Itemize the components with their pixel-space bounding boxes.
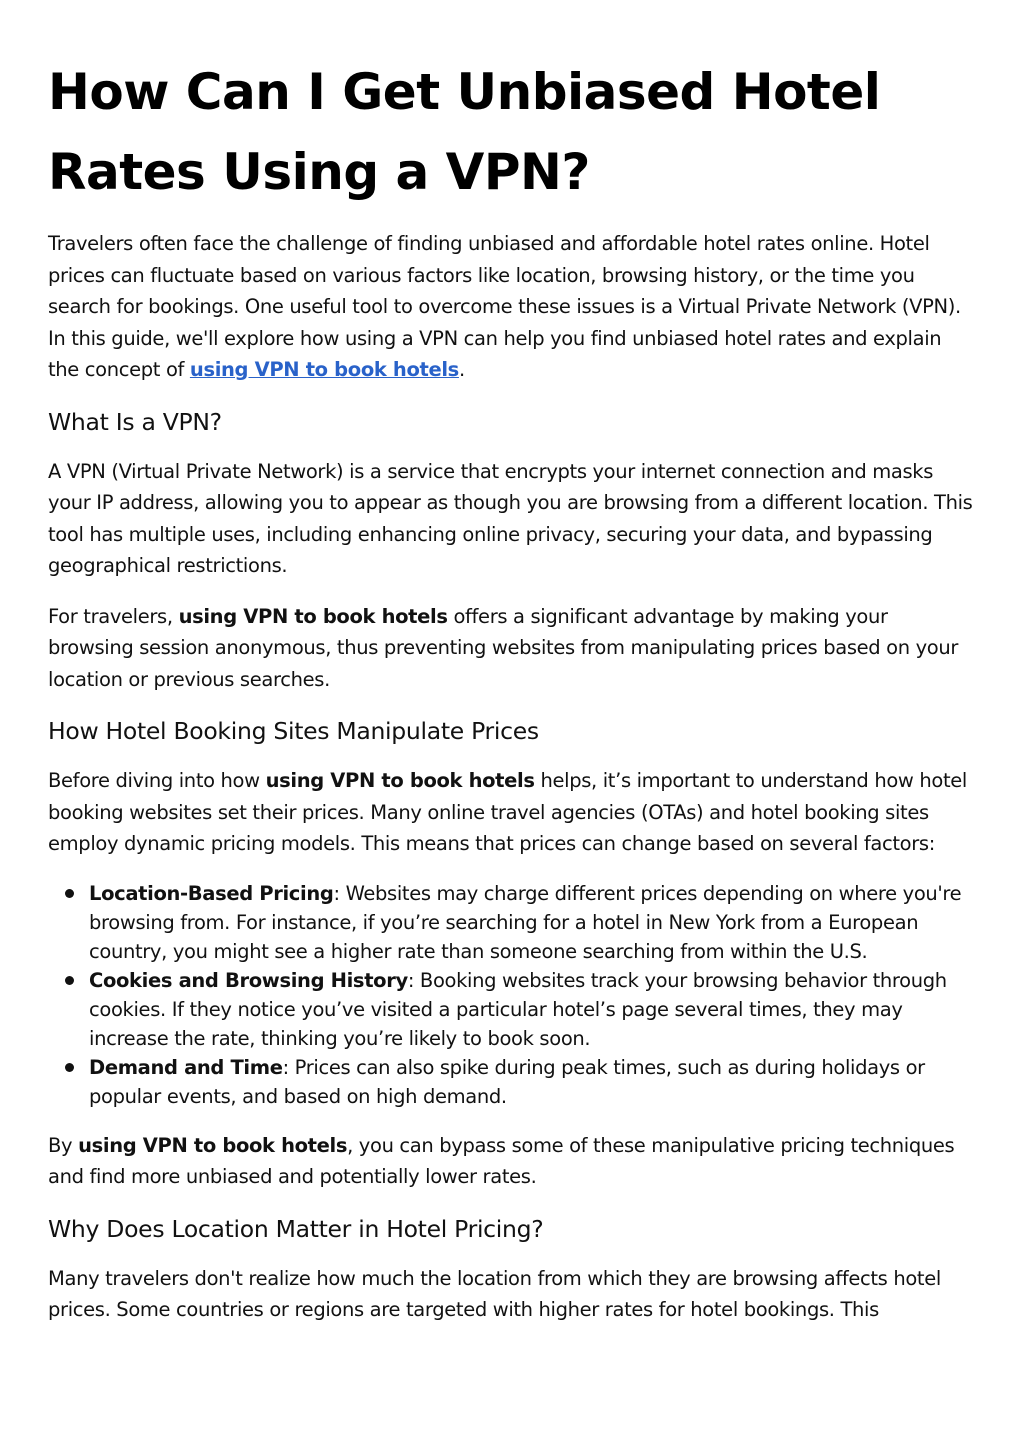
bullet-icon — [65, 889, 74, 898]
heading-location-matters: Why Does Location Matter in Hotel Pricing? — [48, 1214, 544, 1243]
bullet-icon — [65, 976, 74, 985]
list-item-term: Cookies and Browsing History — [89, 968, 408, 992]
paragraph-text: For travelers, — [48, 604, 179, 628]
list-item-text: : Booking websites track your browsing behavior through cookies. If they notice you’ve visited a particular hotel’s page several times, they may increase the rate, thinking you’re likely to book soon. — [89, 968, 947, 1050]
list-item-text: : Websites may charge different prices depending on where you're browsing from. For instance, if you’re searching for a hotel in New York from a European country, you might see a higher rate than someone searching from within the U.S. — [89, 881, 962, 963]
location-paragraph-1: Many travelers don't realize how much the location from which they are browsing affects hotel prices. Some countries or regions are targeted with higher rates for hotel bookings. This — [48, 1266, 941, 1321]
paragraph-text: By — [48, 1133, 79, 1157]
list-item-text: : Prices can also spike during peak times, such as during holidays or popular events, and based on high demand. — [89, 1055, 925, 1108]
list-item — [89, 966, 976, 1053]
list-item — [89, 879, 976, 966]
bullet-icon — [65, 1063, 74, 1072]
intro-text-end: . — [458, 358, 465, 381]
manipulate-paragraph-2 — [48, 1130, 976, 1193]
heading-what-is-vpn: What Is a VPN? — [48, 407, 222, 436]
list-item-term: Demand and Time — [89, 1055, 283, 1079]
intro-text: Travelers often face the challenge of finding unbiased and affordable hotel rates online. Hotel prices can fluctuate based on various factors like location, browsing history, or the time you search for bookings. One useful tool to overcome these issues is a Virtual Private Network (VPN). In this guide, we'll explore how using a VPN can help you find unbiased hotel rates and explain the concept of — [48, 232, 961, 381]
paragraph-text: helps, it’s important to understand how hotel booking websites set their prices. Many online travel agencies (OTAs) and hotel booking sites employ dynamic pricing models. This means that prices can change based on several factors: — [48, 769, 967, 855]
vpn-hotels-link[interactable]: using VPN to book hotels — [189, 358, 459, 381]
bold-phrase: using VPN to book hotels — [178, 604, 448, 628]
vpn-paragraph-2 — [48, 601, 976, 696]
heading-manipulate-prices: How Hotel Booking Sites Manipulate Prices — [48, 717, 539, 745]
vpn-paragraph-1: A VPN (Virtual Private Network) is a service that encrypts your internet connection and masks your IP address, allowing you to appear as though you are browsing from a different location. This tool has multiple uses, including enhancing online privacy, securing your data, and bypassing geographical restrictions. — [48, 459, 973, 577]
page-title: How Can I Get Unbiased Hotel Rates Using a VPN? — [48, 63, 881, 201]
list-item-term: Location-Based Pricing — [89, 881, 334, 905]
bold-phrase: using VPN to book hotels — [78, 1133, 348, 1157]
paragraph-text: Before diving into how — [48, 769, 266, 792]
list-item — [89, 1053, 976, 1111]
manipulate-paragraph-1 — [48, 765, 976, 860]
pricing-factors-list — [48, 879, 976, 1111]
paragraph-text: offers a significant advantage by making your browsing session anonymous, thus preventing websites from manipulating prices based on your location or previous searches. — [48, 604, 959, 691]
paragraph-text: , you can bypass some of these manipulative pricing techniques and find more unbiased and potentially lower rates. — [48, 1133, 955, 1188]
intro-paragraph — [48, 228, 976, 386]
bold-phrase: using VPN to book hotels — [265, 769, 535, 792]
